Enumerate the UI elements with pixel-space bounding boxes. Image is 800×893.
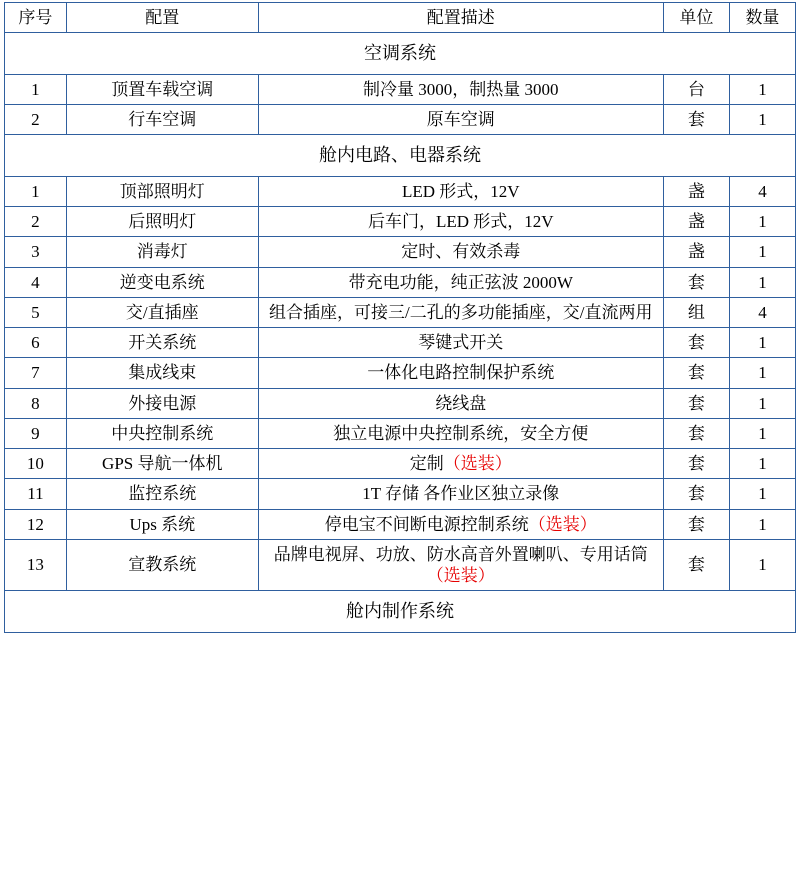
desc-optional-note: （选装） [443, 454, 512, 473]
cell-seq: 4 [5, 267, 67, 297]
cell-unit: 套 [663, 418, 729, 448]
cell-seq: 3 [5, 237, 67, 267]
table-row [5, 207, 796, 237]
header-name: 配置 [66, 3, 258, 33]
desc-optional-note: （选装） [426, 566, 495, 585]
section-title: 舱内制作系统 [5, 591, 796, 633]
table-row [5, 449, 796, 479]
desc-text: 品牌电视屏、功放、防水高音外置喇叭、专用话筒 [273, 544, 648, 564]
cell-desc: 1T 存储 各作业区独立录像 [258, 479, 663, 509]
cell-seq: 12 [5, 509, 67, 539]
table-row [5, 358, 796, 388]
cell-qty: 4 [729, 297, 795, 327]
cell-unit: 台 [663, 74, 729, 104]
cell-qty: 1 [729, 267, 795, 297]
cell-name: 行车空调 [66, 105, 258, 135]
cell-seq: 7 [5, 358, 67, 388]
cell-qty: 1 [729, 388, 795, 418]
cell-desc: 绕线盘 [258, 388, 663, 418]
cell-name: 外接电源 [66, 388, 258, 418]
cell-desc: 一体化电路控制保护系统 [258, 358, 663, 388]
cell-desc [258, 449, 663, 479]
cell-name: 中央控制系统 [66, 418, 258, 448]
cell-name: 监控系统 [66, 479, 258, 509]
cell-seq: 8 [5, 388, 67, 418]
cell-unit: 套 [663, 479, 729, 509]
cell-unit: 套 [663, 328, 729, 358]
cell-qty: 1 [729, 74, 795, 104]
cell-unit: 套 [663, 509, 729, 539]
cell-seq: 11 [5, 479, 67, 509]
cell-seq: 6 [5, 328, 67, 358]
header-unit: 单位 [663, 3, 729, 33]
cell-unit: 套 [663, 388, 729, 418]
cell-qty: 1 [729, 479, 795, 509]
table-row [5, 539, 796, 591]
cell-unit: 套 [663, 267, 729, 297]
cell-seq: 13 [5, 539, 67, 591]
cell-desc: 组合插座，可接三/二孔的多功能插座，交/直流两用 [258, 297, 663, 327]
desc-text: 停电宝不间断电源控制系统 [324, 514, 529, 534]
cell-name: Ups 系统 [66, 509, 258, 539]
section-row [5, 33, 796, 75]
header-seq: 序号 [5, 3, 67, 33]
cell-qty: 1 [729, 539, 795, 591]
cell-unit: 组 [663, 297, 729, 327]
desc-text: 定制 [409, 454, 444, 473]
cell-seq: 10 [5, 449, 67, 479]
cell-name: GPS 导航一体机 [66, 449, 258, 479]
header-desc: 配置描述 [258, 3, 663, 33]
cell-desc: 后车门，LED 形式，12V [258, 207, 663, 237]
cell-seq: 5 [5, 297, 67, 327]
table-row [5, 297, 796, 327]
configuration-table [4, 2, 796, 633]
section-row [5, 135, 796, 177]
cell-seq: 9 [5, 418, 67, 448]
cell-desc [258, 539, 663, 591]
cell-unit: 套 [663, 449, 729, 479]
cell-qty: 1 [729, 207, 795, 237]
table-row [5, 328, 796, 358]
cell-seq: 1 [5, 74, 67, 104]
section-title: 空调系统 [5, 33, 796, 75]
section-row [5, 591, 796, 633]
cell-desc: LED 形式，12V [258, 176, 663, 206]
cell-desc: 琴键式开关 [258, 328, 663, 358]
table-row [5, 418, 796, 448]
cell-name: 后照明灯 [66, 207, 258, 237]
cell-desc: 制冷量 3000，制热量 3000 [258, 74, 663, 104]
cell-qty: 1 [729, 449, 795, 479]
cell-qty: 1 [729, 328, 795, 358]
cell-qty: 4 [729, 176, 795, 206]
cell-qty: 1 [729, 509, 795, 539]
table-row [5, 388, 796, 418]
table-row [5, 74, 796, 104]
cell-seq: 1 [5, 176, 67, 206]
cell-name: 集成线束 [66, 358, 258, 388]
cell-name: 顶置车载空调 [66, 74, 258, 104]
cell-name: 开关系统 [66, 328, 258, 358]
cell-unit: 套 [663, 539, 729, 591]
cell-desc [258, 509, 663, 539]
table-row [5, 237, 796, 267]
cell-desc: 原车空调 [258, 105, 663, 135]
cell-unit: 盏 [663, 237, 729, 267]
table-row [5, 105, 796, 135]
header-qty: 数量 [729, 3, 795, 33]
cell-qty: 1 [729, 358, 795, 388]
table-header-row [5, 3, 796, 33]
cell-qty: 1 [729, 418, 795, 448]
cell-qty: 1 [729, 237, 795, 267]
cell-name: 逆变电系统 [66, 267, 258, 297]
cell-name: 顶部照明灯 [66, 176, 258, 206]
table-row [5, 267, 796, 297]
cell-seq: 2 [5, 105, 67, 135]
desc-optional-note: （选装） [528, 514, 597, 534]
table-row [5, 479, 796, 509]
cell-qty: 1 [729, 105, 795, 135]
cell-name: 消毒灯 [66, 237, 258, 267]
section-title: 舱内电路、电器系统 [5, 135, 796, 177]
cell-unit: 盏 [663, 176, 729, 206]
table-row [5, 509, 796, 539]
table-body [5, 3, 796, 633]
cell-name: 交/直插座 [66, 297, 258, 327]
cell-unit: 套 [663, 105, 729, 135]
cell-seq: 2 [5, 207, 67, 237]
cell-desc: 定时、有效杀毒 [258, 237, 663, 267]
cell-unit: 套 [663, 358, 729, 388]
cell-desc: 带充电功能，纯正弦波 2000W [258, 267, 663, 297]
table-row [5, 176, 796, 206]
cell-desc: 独立电源中央控制系统，安全方便 [258, 418, 663, 448]
cell-name: 宣教系统 [66, 539, 258, 591]
cell-unit: 盏 [663, 207, 729, 237]
